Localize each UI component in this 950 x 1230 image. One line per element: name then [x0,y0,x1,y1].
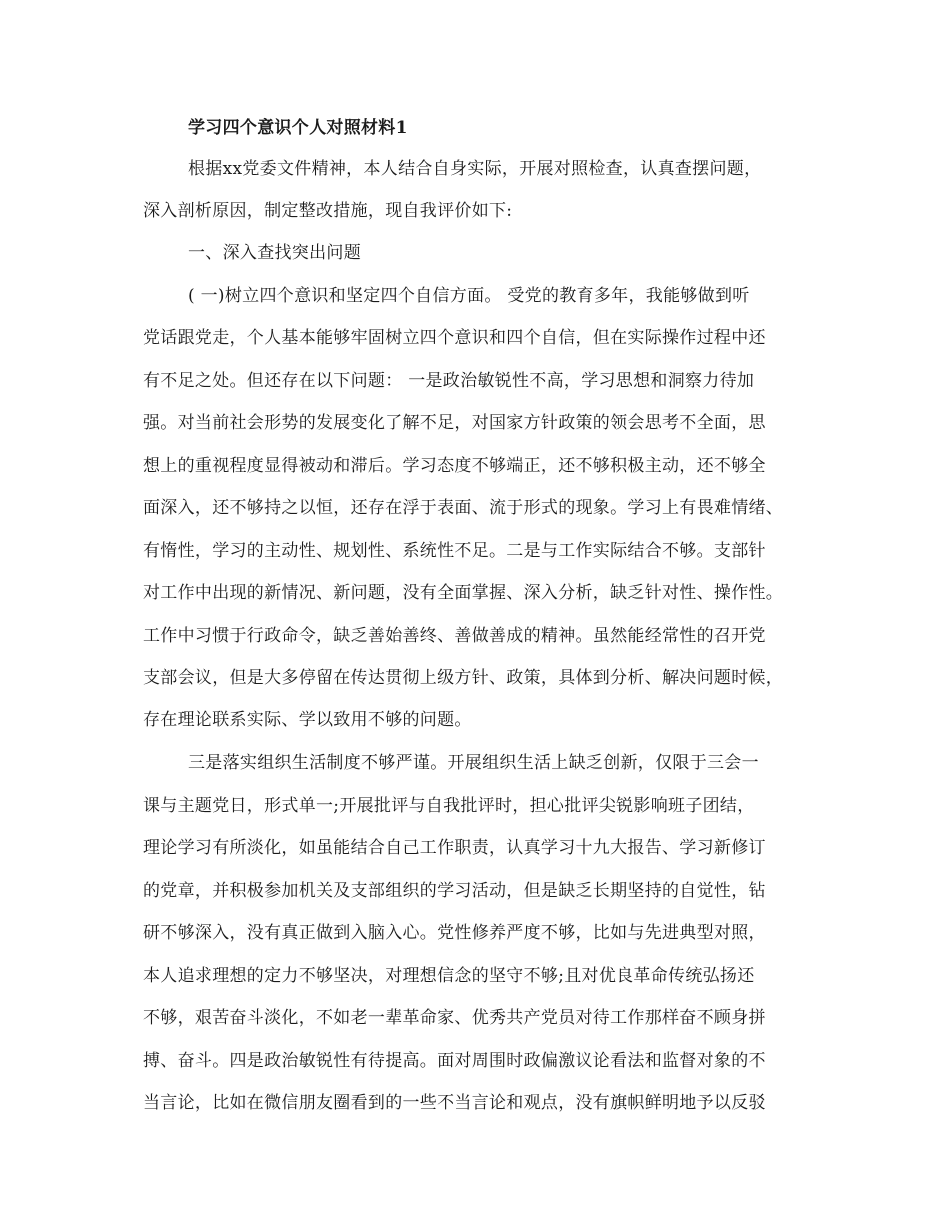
paragraph-line: 对工作中出现的新情况、新问题，没有全面掌握、深入分析，缺乏针对性、操作性。 [143,583,784,603]
paragraph-line: 面深入，还不够持之以恒，还存在浮于表面、流于形式的现象。学习上有畏难情绪、 [143,498,784,518]
document-title: 学习四个意识个人对照材料1 [188,118,408,138]
paragraph-line: 理论学习有所淡化，如虽能结合自己工作职责，认真学习十九大报告、学习新修订 [143,838,766,858]
paragraph-line: 党话跟党走，个人基本能够牢固树立四个意识和四个自信，但在实际操作过程中还 [143,328,766,348]
paragraph-line: 的党章，并积极参加机关及支部组织的学习活动，但是缺乏长期坚持的自觉性，钻 [143,881,766,901]
paragraph-line: 工作中习惯于行政命令，缺乏善始善终、善做善成的精神。虽然能经常性的召开党 [143,626,766,646]
paragraph-line: 研不够深入，没有真正做到入脑入心。党性修养严度不够，比如与先进典型对照， [143,923,766,943]
paragraph-line: 课与主题党日，形式单一;开展批评与自我批评时，担心批评尖锐影响班子团结， [143,796,755,816]
paragraph-line: 想上的重视程度显得被动和滞后。学习态度不够端正，还不够积极主动，还不够全 [143,456,766,476]
paragraph-line: 支部会议，但是大多停留在传达贯彻上级方针、政策，具体到分析、解决问题时候， [143,668,784,688]
paragraph-line: 有不足之处。但还存在以下问题： 一是政治敏锐性不高，学习思想和洞察力待加 [143,371,755,391]
paragraph-line: 强。对当前社会形势的发展变化了解不足，对国家方针政策的领会思考不全面，思 [143,413,766,433]
paragraph-line: 存在理论联系实际、学以致用不够的问题。 [143,710,472,730]
paragraph-line: 本人追求理想的定力不够坚决，对理想信念的坚守不够;且对优良革命传统弘扬还 [143,966,755,986]
paragraph-line: 当言论，比如在微信朋友圈看到的一些不当言论和观点，没有旗帜鲜明地予以反驳 [143,1093,766,1113]
paragraph-line: 三是落实组织生活制度不够严谨。开展组织生活上缺乏创新，仅限于三会一 [188,753,759,773]
paragraph-line: 深入剖析原因，制定整改措施，现自我评价如下: [143,201,513,221]
paragraph-line: 有惰性，学习的主动性、规划性、系统性不足。二是与工作实际结合不够。支部针 [143,541,766,561]
paragraph-line: 搏、奋斗。四是政治敏锐性有待提高。面对周围时政偏激议论看法和监督对象的不 [143,1051,766,1071]
section-heading: 一、深入查找突出问题 [188,243,361,263]
paragraph-line: 不够，艰苦奋斗淡化，不如老一辈革命家、优秀共产党员对待工作那样奋不顾身拼 [143,1008,766,1028]
paragraph-line: 根据xx党委文件精神，本人结合自身实际，开展对照检查，认真查摆问题， [188,159,762,179]
paragraph-line: ( 一)树立四个意识和坚定四个自信方面。 受党的教育多年，我能够做到听 [188,286,750,306]
